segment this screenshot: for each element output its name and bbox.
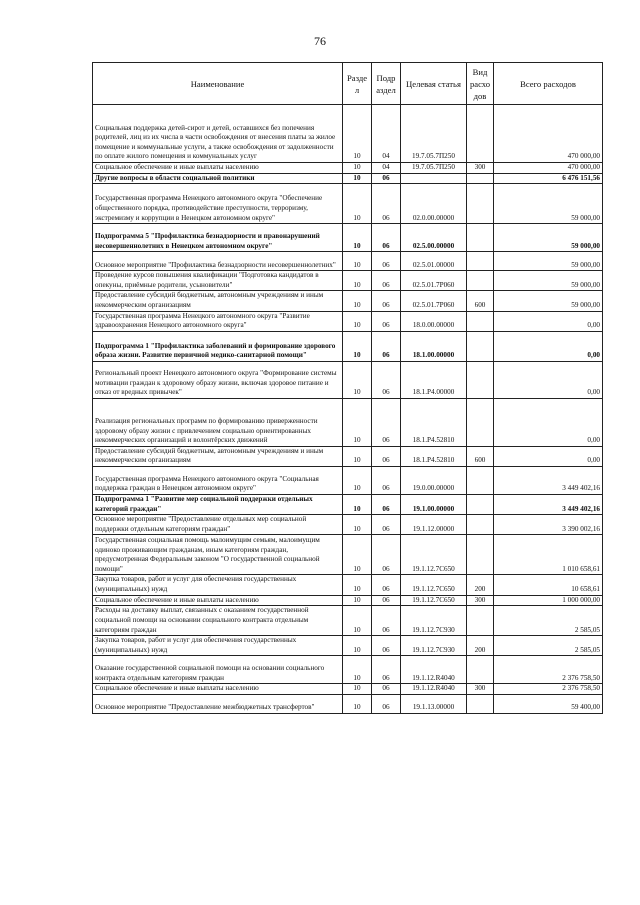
- cell-subsection: 06: [372, 515, 401, 535]
- cell-subsection: 06: [372, 535, 401, 575]
- cell-subsection: 06: [372, 361, 401, 398]
- cell-section: 10: [343, 224, 372, 252]
- cell-amount: 3 449 402,16: [494, 466, 603, 494]
- cell-subsection: 06: [372, 656, 401, 684]
- cell-target-article: 19.0.00.00000: [401, 466, 467, 494]
- cell-target-article: 19.1.12.R4040: [401, 684, 467, 695]
- cell-name: Предоставление субсидий бюджетным, автономным учреждениям и иным некоммерческим организациям: [93, 291, 343, 311]
- cell-target-article: 19.1.12.7С930: [401, 606, 467, 636]
- header-section: Разде л: [343, 63, 372, 105]
- cell-section: 10: [343, 466, 372, 494]
- cell-amount: 59 000,00: [494, 184, 603, 224]
- table-row: [93, 684, 603, 695]
- table-row: [93, 636, 603, 656]
- cell-section: 10: [343, 361, 372, 398]
- cell-amount: 2 585,05: [494, 606, 603, 636]
- cell-section: 10: [343, 684, 372, 695]
- cell-target-article: 19.1.12.7С650: [401, 575, 467, 595]
- cell-target-article: 02.5.00.00000: [401, 224, 467, 252]
- cell-subsection: 06: [372, 311, 401, 331]
- table-row: [93, 163, 603, 174]
- table-row: [93, 494, 603, 514]
- table-row: [93, 535, 603, 575]
- cell-expense-type: [467, 398, 494, 446]
- cell-subsection: 06: [372, 606, 401, 636]
- cell-amount: 59 000,00: [494, 271, 603, 291]
- table-row: [93, 361, 603, 398]
- cell-name: Основное мероприятие "Профилактика безнадзорности несовершеннолетних": [93, 252, 343, 271]
- cell-amount: 59 000,00: [494, 291, 603, 311]
- cell-expense-type: [467, 606, 494, 636]
- cell-section: 10: [343, 184, 372, 224]
- cell-target-article: 19.7.05.7П250: [401, 105, 467, 163]
- table-row: [93, 224, 603, 252]
- cell-section: 10: [343, 105, 372, 163]
- cell-amount: 470 000,00: [494, 163, 603, 174]
- cell-name: Региональный проект Ненецкого автономного округа "Формирование системы мотивации граждан к здоровому образу жизни, включая здоровое питание и отказ от вредных привычек": [93, 361, 343, 398]
- cell-expense-type: 300: [467, 163, 494, 174]
- cell-expense-type: 600: [467, 446, 494, 466]
- cell-section: 10: [343, 446, 372, 466]
- table-body: [93, 105, 603, 714]
- cell-amount: 0,00: [494, 331, 603, 361]
- table-row: [93, 331, 603, 361]
- cell-section: 10: [343, 331, 372, 361]
- table-row: [93, 173, 603, 184]
- cell-expense-type: 300: [467, 595, 494, 606]
- table-row: [93, 311, 603, 331]
- cell-expense-type: [467, 184, 494, 224]
- cell-section: 10: [343, 271, 372, 291]
- cell-expense-type: [467, 311, 494, 331]
- cell-section: 10: [343, 163, 372, 174]
- table-row: [93, 694, 603, 713]
- budget-table: [92, 62, 603, 714]
- cell-subsection: 06: [372, 291, 401, 311]
- cell-expense-type: [467, 252, 494, 271]
- cell-section: 10: [343, 311, 372, 331]
- header-expense-type: Вид расхо дов: [467, 63, 494, 105]
- cell-section: 10: [343, 494, 372, 514]
- cell-subsection: 06: [372, 271, 401, 291]
- header-total-expenses: Всего расходов: [494, 63, 603, 105]
- cell-expense-type: [467, 105, 494, 163]
- cell-target-article: 02.5.01.7Р060: [401, 271, 467, 291]
- table-row: [93, 446, 603, 466]
- cell-section: 10: [343, 291, 372, 311]
- cell-name: Социальное обеспечение и иные выплаты населению: [93, 163, 343, 174]
- table-row: [93, 575, 603, 595]
- table-row: [93, 656, 603, 684]
- cell-target-article: 19.1.12.7С650: [401, 535, 467, 575]
- table-row: [93, 184, 603, 224]
- cell-target-article: [401, 173, 467, 184]
- cell-expense-type: [467, 494, 494, 514]
- cell-amount: 1 000 000,00: [494, 595, 603, 606]
- cell-target-article: 19.1.12.7С650: [401, 595, 467, 606]
- cell-amount: 0,00: [494, 361, 603, 398]
- cell-target-article: 02.0.00.00000: [401, 184, 467, 224]
- cell-subsection: 06: [372, 252, 401, 271]
- cell-subsection: 04: [372, 105, 401, 163]
- cell-section: 10: [343, 575, 372, 595]
- table-row: [93, 271, 603, 291]
- cell-name: Подпрограмма 1 "Профилактика заболеваний и формирование здорового образа жизни. Развитие первичной медико-санитарной помощи": [93, 331, 343, 361]
- cell-expense-type: [467, 466, 494, 494]
- cell-name: Основное мероприятие "Предоставление межбюджетных трансфертов": [93, 694, 343, 713]
- cell-name: Оказание государственной социальной помощи на основании социального контракта отдельным категориям граждан: [93, 656, 343, 684]
- page-number: 76: [314, 34, 326, 48]
- cell-target-article: 19.7.05.7П250: [401, 163, 467, 174]
- cell-amount: 1 010 658,61: [494, 535, 603, 575]
- cell-expense-type: [467, 173, 494, 184]
- cell-name: Государственная программа Ненецкого автономного округа "Социальная поддержка граждан в Ненецком автономном округе": [93, 466, 343, 494]
- cell-target-article: 19.1.12.7С930: [401, 636, 467, 656]
- table-row: [93, 466, 603, 494]
- cell-name: Социальное обеспечение и иные выплаты населению: [93, 684, 343, 695]
- cell-amount: 3 390 002,16: [494, 515, 603, 535]
- cell-name: Расходы на доставку выплат, связанных с оказанием государственной социальной помощи на основании социального контракта отдельным категориям граждан: [93, 606, 343, 636]
- table-row: [93, 606, 603, 636]
- cell-subsection: 06: [372, 173, 401, 184]
- header-target-article: Целевая статья: [401, 63, 467, 105]
- cell-section: 10: [343, 694, 372, 713]
- cell-subsection: 06: [372, 446, 401, 466]
- table-row: [93, 252, 603, 271]
- cell-subsection: 06: [372, 694, 401, 713]
- cell-expense-type: [467, 535, 494, 575]
- cell-target-article: 19.1.12.00000: [401, 515, 467, 535]
- table-header-row: [93, 63, 603, 105]
- cell-expense-type: [467, 271, 494, 291]
- header-subsection: Подр аздел: [372, 63, 401, 105]
- cell-name: Проведение курсов повышения квалификации "Подготовка кандидатов в опекуны, приёмные родители, усыновители": [93, 271, 343, 291]
- cell-section: 10: [343, 515, 372, 535]
- cell-amount: 10 658,61: [494, 575, 603, 595]
- cell-name: Другие вопросы в области социальной политики: [93, 173, 343, 184]
- cell-subsection: 06: [372, 184, 401, 224]
- cell-section: 10: [343, 252, 372, 271]
- cell-target-article: 18.0.00.00000: [401, 311, 467, 331]
- cell-expense-type: [467, 331, 494, 361]
- cell-subsection: 06: [372, 331, 401, 361]
- cell-target-article: 19.1.00.00000: [401, 494, 467, 514]
- header-name: Наименование: [93, 63, 343, 105]
- cell-name: Государственная социальная помощь малоимущим семьям, малоимущим одиноко проживающим гражданам, иным категориям граждан, предусмотренная Федеральным законом "О государственной социальной помощи": [93, 535, 343, 575]
- cell-name: Подпрограмма 5 "Профилактика безнадзорности и правонарушений несовершеннолетних в Ненецком автономном округе": [93, 224, 343, 252]
- cell-subsection: 06: [372, 575, 401, 595]
- cell-name: Государственная программа Ненецкого автономного округа "Обеспечение общественного порядка, противодействие преступности, терроризму, экстремизму и коррупции в Ненецком автономном округе": [93, 184, 343, 224]
- cell-name: Основное мероприятие "Предоставление отдельных мер социальной поддержки отдельным категориям граждан": [93, 515, 343, 535]
- table-row: [93, 515, 603, 535]
- cell-amount: 6 476 151,56: [494, 173, 603, 184]
- cell-subsection: 06: [372, 466, 401, 494]
- cell-amount: 0,00: [494, 311, 603, 331]
- cell-section: 10: [343, 535, 372, 575]
- cell-name: Социальное обеспечение и иные выплаты населению: [93, 595, 343, 606]
- cell-target-article: 18.1.00.00000: [401, 331, 467, 361]
- cell-amount: 59 400,00: [494, 694, 603, 713]
- cell-expense-type: 200: [467, 575, 494, 595]
- cell-name: Закупка товаров, работ и услуг для обеспечения государственных (муниципальных) нужд: [93, 575, 343, 595]
- table-row: [93, 291, 603, 311]
- cell-target-article: 18.1.Р4.00000: [401, 361, 467, 398]
- cell-subsection: 06: [372, 684, 401, 695]
- cell-subsection: 06: [372, 224, 401, 252]
- cell-amount: 59 000,00: [494, 252, 603, 271]
- cell-name: Закупка товаров, работ и услуг для обеспечения государственных (муниципальных) нужд: [93, 636, 343, 656]
- cell-amount: 0,00: [494, 446, 603, 466]
- cell-target-article: 19.1.13.00000: [401, 694, 467, 713]
- cell-expense-type: 200: [467, 636, 494, 656]
- cell-subsection: 06: [372, 595, 401, 606]
- cell-section: 10: [343, 636, 372, 656]
- cell-section: 10: [343, 173, 372, 184]
- cell-expense-type: 300: [467, 684, 494, 695]
- cell-subsection: 06: [372, 494, 401, 514]
- cell-section: 10: [343, 595, 372, 606]
- cell-amount: 0,00: [494, 398, 603, 446]
- cell-name: Подпрограмма 1 "Развитие мер социальной поддержки отдельных категорий граждан": [93, 494, 343, 514]
- cell-expense-type: [467, 656, 494, 684]
- table-row: [93, 105, 603, 163]
- cell-target-article: 02.5.01.00000: [401, 252, 467, 271]
- cell-expense-type: 600: [467, 291, 494, 311]
- cell-expense-type: [467, 224, 494, 252]
- cell-expense-type: [467, 694, 494, 713]
- cell-subsection: 04: [372, 163, 401, 174]
- cell-name: Реализация региональных программ по формированию приверженности здоровому образу жизни с привлечением социально ориентированных некоммерческих организаций и волонтёрских движений: [93, 398, 343, 446]
- cell-name: Социальная поддержка детей-сирот и детей, оставшихся без попечения родителей, лиц из их числа в части освобождения от внесения платы за жилое помещение и коммунальные услуги, а также освобождения от задолженности по оплате жилого помещения и коммунальных услуг: [93, 105, 343, 163]
- table-row: [93, 398, 603, 446]
- cell-target-article: 02.5.01.7Р060: [401, 291, 467, 311]
- cell-amount: 2 376 758,50: [494, 656, 603, 684]
- cell-target-article: 18.1.Р4.52810: [401, 446, 467, 466]
- cell-amount: 3 449 402,16: [494, 494, 603, 514]
- cell-amount: 59 000,00: [494, 224, 603, 252]
- cell-subsection: 06: [372, 398, 401, 446]
- cell-section: 10: [343, 606, 372, 636]
- cell-amount: 2 585,05: [494, 636, 603, 656]
- cell-name: Государственная программа Ненецкого автономного округа "Развитие здравоохранения Ненецкого автономного округа": [93, 311, 343, 331]
- cell-subsection: 06: [372, 636, 401, 656]
- table-row: [93, 595, 603, 606]
- cell-amount: 2 376 758,50: [494, 684, 603, 695]
- cell-target-article: 18.1.Р4.52810: [401, 398, 467, 446]
- cell-section: 10: [343, 656, 372, 684]
- cell-section: 10: [343, 398, 372, 446]
- cell-expense-type: [467, 515, 494, 535]
- cell-expense-type: [467, 361, 494, 398]
- cell-name: Предоставление субсидий бюджетным, автономным учреждениям и иным некоммерческим организациям: [93, 446, 343, 466]
- cell-amount: 470 000,00: [494, 105, 603, 163]
- cell-target-article: 19.1.12.R4040: [401, 656, 467, 684]
